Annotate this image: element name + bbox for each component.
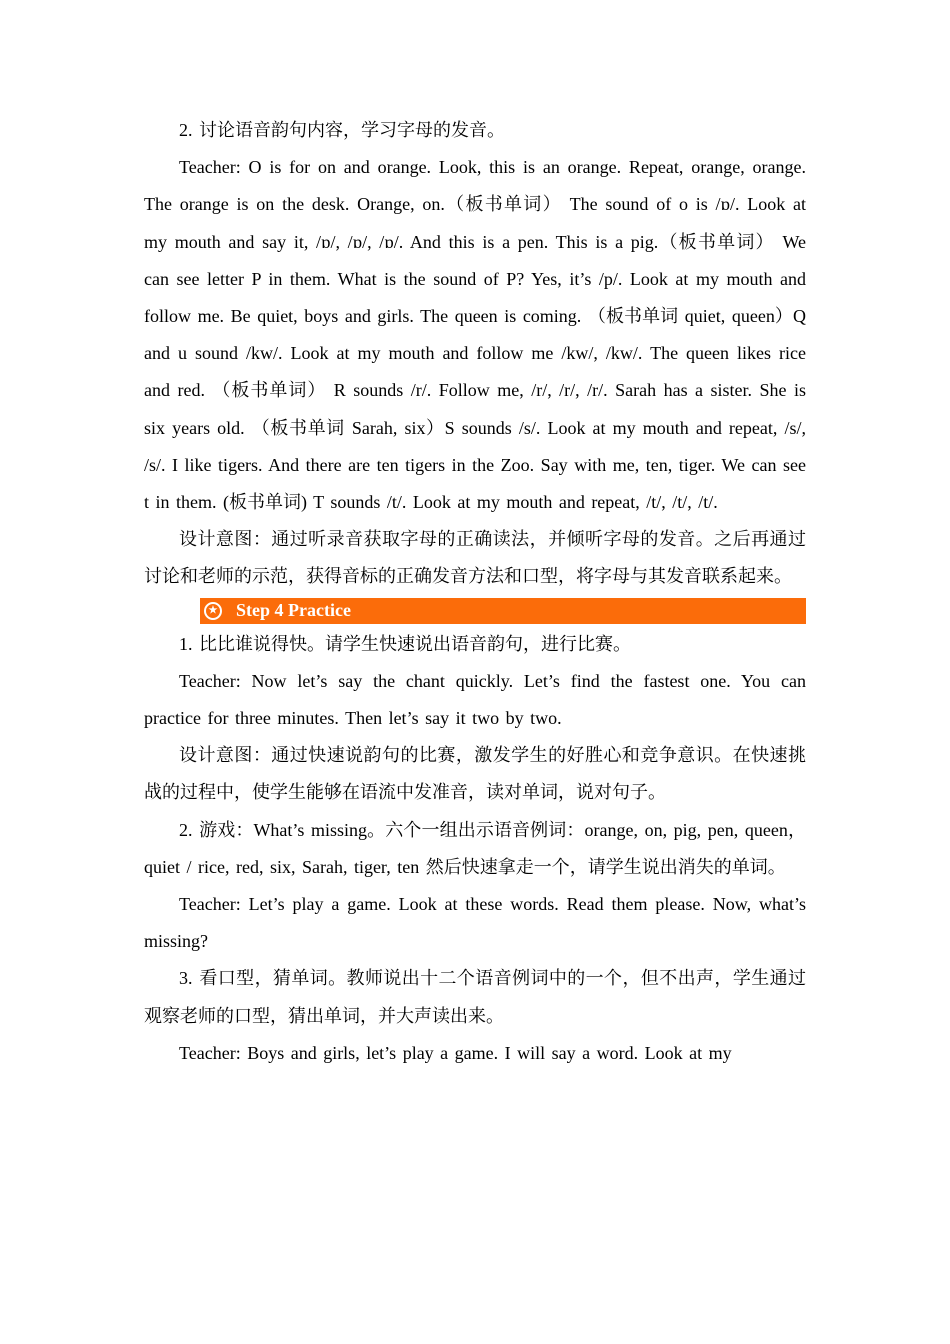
section-before bbox=[144, 112, 806, 596]
document-page bbox=[144, 112, 806, 1072]
paragraph-teacher-game: Teacher: Let’s play a game. Look at these words. Read them please. Now, what’s missing? bbox=[144, 894, 806, 952]
paragraph-teacher-chant: Teacher: Now let’s say the chant quickly. Let’s find the fastest one. You can practice for three minutes. Then let’s say it two by two. bbox=[144, 670, 806, 729]
paragraph-speed-contest: 1. 比比谁说得快。请学生快速说出语音韵句，进行比赛。 bbox=[179, 633, 631, 654]
star-circle-icon: ★ bbox=[204, 602, 222, 620]
paragraph-mouth-guess: 3. 看口型，猜单词。教师说出十二个语音例词中的一个，但不出声，学生通过观察老师的口型，猜出单词，并大声读出来。 bbox=[144, 968, 806, 1026]
paragraph-teacher-script: Teacher: O is for on and orange. Look, this is an orange. Repeat, orange, orange. The orange is on the desk. Orange, on.（板书单词） The sound of o is /ɒ/. Look at my mouth and say it, /ɒ/, /ɒ/, /ɒ/. And this is a pen. This is a pig.（板书单词） We can see letter P in them. What is the sound of P? Yes, it’s /p/. Look at my mouth and follow me. Be quiet, boys and girls. The queen is coming. （板书单词 quiet, queen）Q and u sound /kw/. Look at my mouth and follow me /kw/, /kw/. The queen likes rice and red. （板书单词） R sounds /r/. Follow me, /r/, /r/, /r/. Sarah has a sister. She is six years old. （板书单词 Sarah, six）S sounds /s/. Look at my mouth and repeat, /s/, /s/. I like tigers. And there are ten tigers in the Zoo. Say with me, ten, tiger. We can see t in them. (板书单词) T sounds /t/. Look at my mouth and repeat, /t/, /t/, /t/. bbox=[144, 157, 806, 513]
paragraph-design-intent: 设计意图：通过听录音获取字母的正确读法，并倾听字母的发音。之后再通过讨论和老师的示范，获得音标的正确发音方法和口型，将字母与其发音联系起来。 bbox=[144, 529, 806, 587]
step-header-bar bbox=[200, 598, 806, 624]
section-after bbox=[144, 626, 806, 1072]
paragraph-discussion-heading: 2. 讨论语音韵句内容，学习字母的发音。 bbox=[179, 120, 505, 140]
step-header-label: Step 4 Practice bbox=[236, 600, 351, 621]
paragraph-whats-missing: 2. 游戏：What’s missing。六个一组出示语音例词：orange, on, pig, pen, queen，quiet / rice, red, six, Sarah, tiger, ten 然后快速拿走一个，请学生说出消失的单词。 bbox=[144, 819, 806, 877]
paragraph-design-intent-2: 设计意图：通过快速说韵句的比赛，激发学生的好胜心和竞争意识。在快速挑战的过程中，使学生能够在语流中发准音，读对单词，说对句子。 bbox=[144, 745, 806, 803]
paragraph-teacher-final: Teacher: Boys and girls, let’s play a game. I will say a word. Look at my bbox=[179, 1042, 732, 1063]
